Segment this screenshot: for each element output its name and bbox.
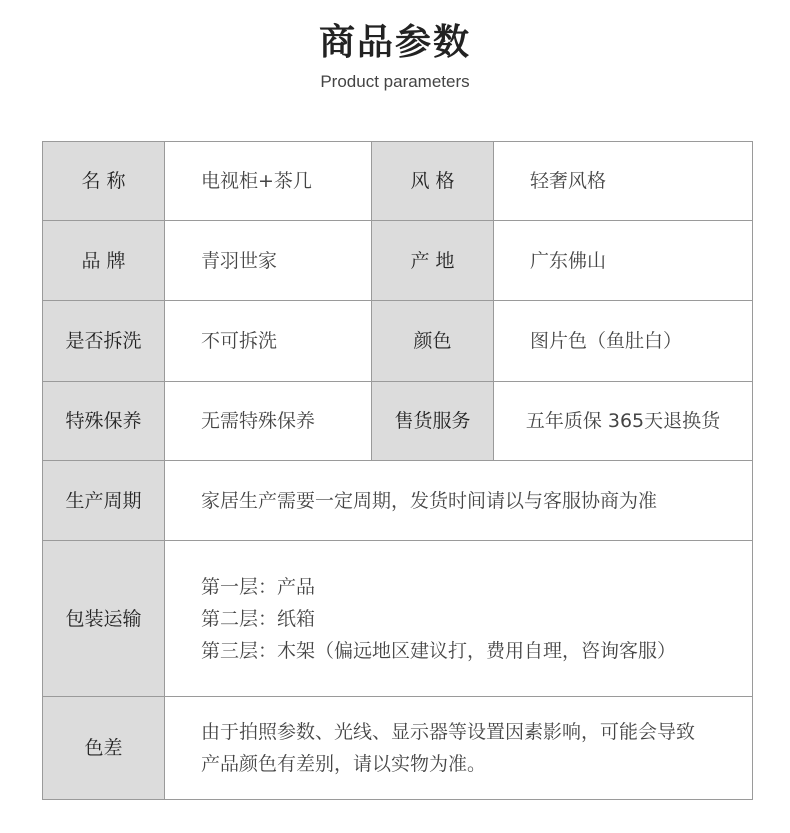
- label-color-diff: 色差: [43, 697, 165, 800]
- value-brand: 青羽世家: [165, 221, 372, 301]
- table-row: [43, 142, 753, 221]
- value-service: 五年质保 365天退换货: [494, 382, 753, 461]
- table-row: [43, 221, 753, 301]
- label-name: 名 称: [43, 142, 165, 221]
- table-row: [43, 461, 753, 541]
- label-packaging: 包装运输: [43, 541, 165, 697]
- label-brand: 品 牌: [43, 221, 165, 301]
- label-origin: 产 地: [372, 221, 494, 301]
- packaging-line-3: 第三层：木架（偏远地区建议打，费用自理，咨询客服）: [201, 639, 677, 662]
- label-production: 生产周期: [43, 461, 165, 541]
- value-production: 家居生产需要一定周期，发货时间请以与客服协商为准: [165, 461, 753, 541]
- value-packaging: [165, 541, 753, 697]
- packaging-line-2: 第二层：纸箱: [201, 607, 316, 630]
- label-service: 售货服务: [372, 382, 494, 461]
- value-washable: 不可拆洗: [165, 301, 372, 382]
- page-title: 商品参数: [318, 21, 471, 63]
- value-color-diff: [165, 697, 753, 800]
- product-parameters-table: [42, 141, 753, 800]
- value-style: 轻奢风格: [494, 142, 753, 221]
- page-subtitle: Product parameters: [320, 72, 470, 91]
- label-washable: 是否拆洗: [43, 301, 165, 382]
- table-row: [43, 382, 753, 461]
- value-color: 图片色（鱼肚白）: [494, 301, 753, 382]
- table-row: [43, 697, 753, 800]
- table-row: [43, 541, 753, 697]
- value-care: 无需特殊保养: [165, 382, 372, 461]
- value-name: 电视柜+茶几: [165, 142, 372, 221]
- color-diff-line-2: 产品颜色有差别，请以实物为准。: [201, 753, 487, 775]
- label-color: 颜色: [372, 301, 494, 382]
- value-origin: 广东佛山: [494, 221, 753, 301]
- label-style: 风 格: [372, 142, 494, 221]
- color-diff-line-1: 由于拍照参数、光线、显示器等设置因素影响，可能会导致: [201, 721, 696, 743]
- packaging-line-1: 第一层：产品: [201, 575, 316, 598]
- label-care: 特殊保养: [43, 382, 165, 461]
- table-row: [43, 301, 753, 382]
